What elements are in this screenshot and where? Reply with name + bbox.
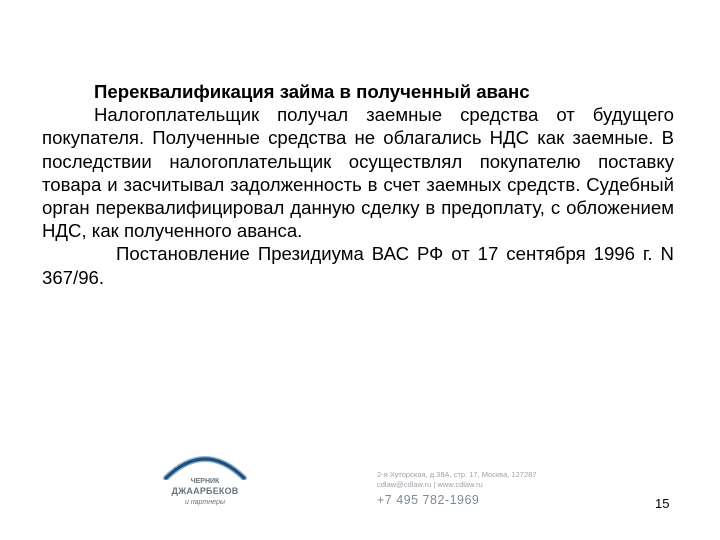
footer-web: cdlaw@cdlaw.ru | www.cdlaw.ru: [377, 480, 483, 489]
logo-arc-icon: [160, 448, 250, 480]
slide-content: [42, 80, 674, 289]
footer-phone: +7 495 782-1969: [377, 493, 480, 507]
logo-text-line2: ДЖААРБЕКОВ: [171, 486, 239, 496]
logo-text-line1: ЧЕРНИК: [190, 478, 220, 485]
court-reference: Постановление Президиума ВАС РФ от 17 сентября 1996 г. N 367/96.: [42, 243, 674, 288]
footer-address: 2-я Хуторская, д.38А, стр. 17, Москва, 127287: [377, 470, 537, 479]
page-number: 15: [655, 496, 670, 511]
company-logo: [160, 448, 250, 518]
logo-text-line3: и партнеры: [184, 499, 226, 506]
footer-contacts: [377, 470, 537, 490]
slide-heading: Переквалификация займа в полученный аванс: [94, 81, 530, 102]
slide-body-text: Налогоплательщик получал заемные средства от будущего покупателя. Полученные средства не облагались НДС как заемные. В последствии налогоплательщик осуществлял покупателю поставку товара и засчитывал задолженность в счет заемных средств. Судебный орган переквалифицировал данную сделку в предоплату, с обложением НДС, как полученного аванса.: [42, 104, 674, 242]
